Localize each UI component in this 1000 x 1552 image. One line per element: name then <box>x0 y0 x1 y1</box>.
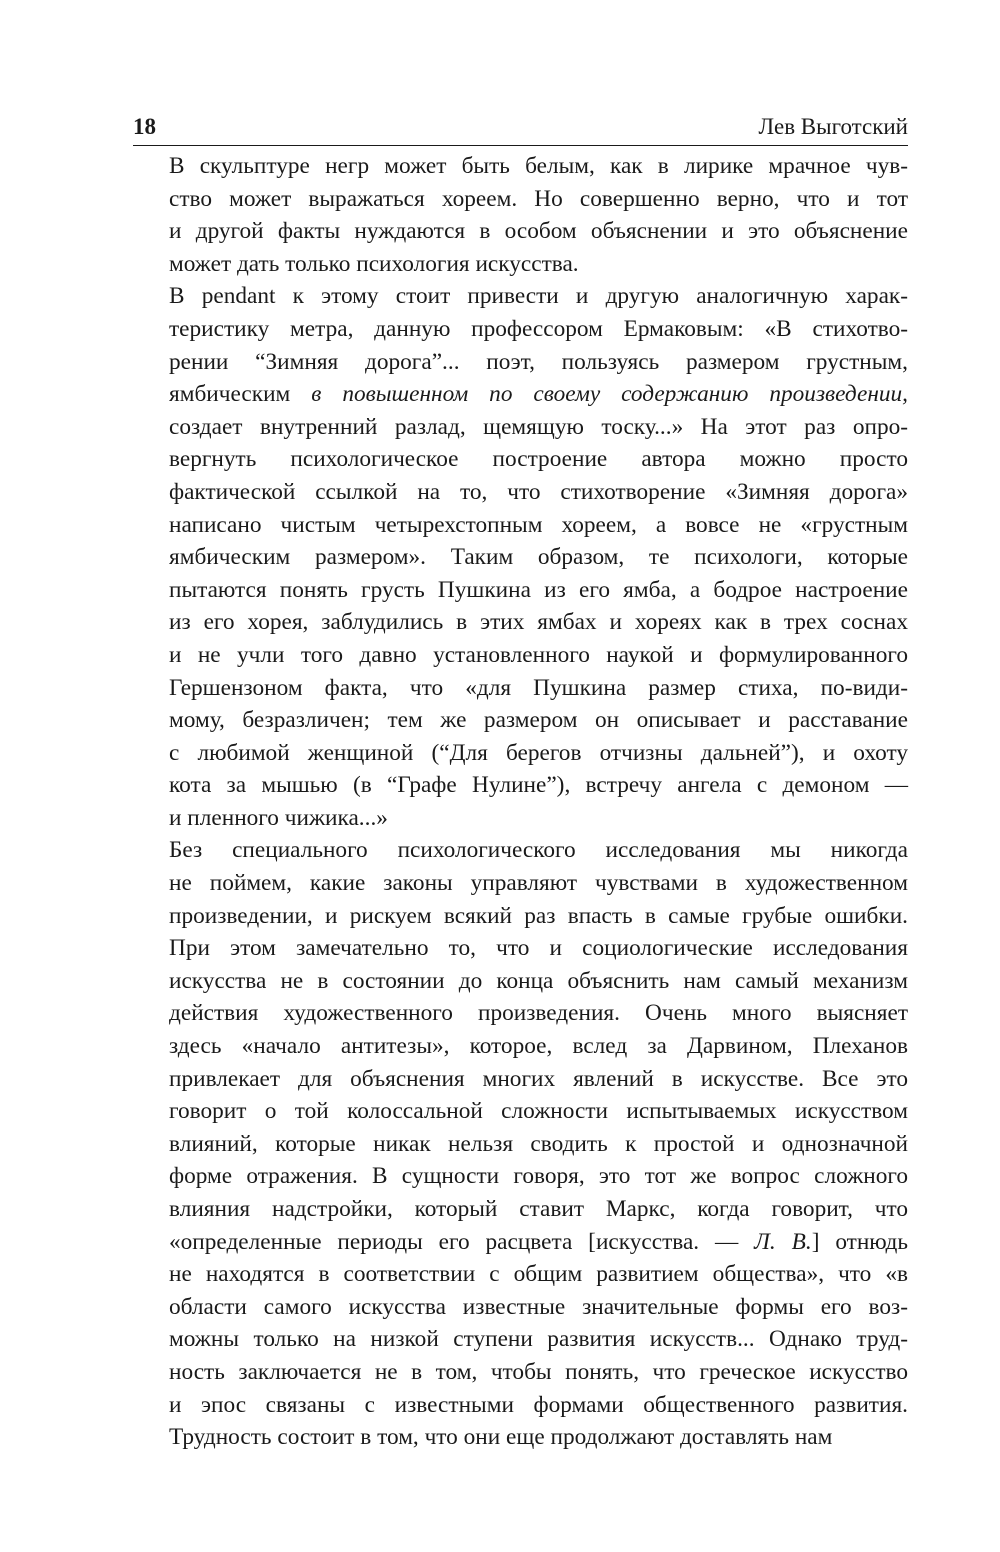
text-line: привлекает для объяснения многих явлений в искусстве. Все это <box>169 1065 908 1092</box>
paragraph <box>133 280 908 834</box>
text-line: и другой факты нуждаются в особом объяснении и это объяснение <box>169 218 908 245</box>
text-line: Гершензоном факта, что «для Пушкина размер стиха, по-види- <box>169 674 908 701</box>
text-line: области самого искусства известные значительные формы его воз- <box>169 1293 908 1320</box>
running-head-author: Лев Выготский <box>758 114 908 139</box>
text-line: влияния надстройки, который ставит Маркс, когда говорит, что <box>169 1196 908 1222</box>
running-head <box>133 112 908 146</box>
text-line: Трудность состоит в том, что они еще продолжают доставлять нам <box>169 1424 833 1451</box>
text-line: мому, безразличен; тем же размером он описывает и расставание <box>169 707 908 734</box>
text-line: кота за мышью (в “Графе Нулине”), встречу ангела с демоном — <box>169 772 908 799</box>
text-line: и не учли того давно установленного наукой и формулированного <box>169 641 908 668</box>
text-line: и пленного чижика...» <box>169 804 388 831</box>
text-line: форме отражения. В сущности говоря, это тот же вопрос сложного <box>169 1163 908 1190</box>
text-line: создает внутренний разлад, щемящую тоску...» На этот раз опро- <box>169 413 908 440</box>
text-line: с любимой женщиной (“Для берегов отчизны дальней”), и охоту <box>169 739 908 766</box>
text-line: искусства не в состоянии до конца объяснить нам самый механизм <box>169 967 908 994</box>
text-line: фактической ссылкой на то, что стихотворение «Зимняя дорога» <box>169 478 908 505</box>
text-line: действия художественного произведения. Очень много выясняет <box>169 1000 908 1027</box>
text-line: можны только на низкой ступени развития искусств... Однако труд- <box>169 1326 908 1353</box>
text-line: здесь «начало антитезы», которое, вслед за Дарвином, Плеханов <box>169 1033 908 1060</box>
paragraph <box>133 150 908 280</box>
book-page <box>133 112 908 1454</box>
text-line: ямбическим размером». Таким образом, те психологи, которые <box>169 544 908 571</box>
text-line: не находятся в соответствии с общим развитием общества», что «в <box>169 1261 908 1288</box>
text-line: произведении, и рискуем всякий раз впасть в самые грубые ошибки. <box>169 902 908 929</box>
text-line: влияний, которые никак нельзя сводить к простой и однозначной <box>169 1130 908 1157</box>
text-line: ность заключается не в том, чтобы понять, что греческое искусство <box>169 1358 908 1385</box>
text-line: Без специального психологического исследования мы никогда <box>169 837 908 864</box>
text-line: ство может выражаться хореем. Но совершенно верно, что и тот <box>169 185 908 212</box>
text-line: не поймем, какие законы управляют чувствами в художественном <box>169 870 908 897</box>
text-line: «определенные периоды его расцвета [искусства. — Л. В.] отнюдь <box>169 1228 909 1255</box>
text-line: говорит о той колоссальной сложности испытываемых искусством <box>169 1098 908 1125</box>
text-line: рении “Зимняя дорога”... поэт, пользуясь размером грустным, <box>169 348 908 375</box>
text-line: В скульптуре негр может быть белым, как в лирике мрачное чув- <box>169 153 908 179</box>
paragraph <box>133 834 908 1453</box>
text-line: может дать только психология искусства. <box>169 250 579 277</box>
text-line: пытаются понять грусть Пушкина из его ямба, а бодрое настроение <box>169 576 908 603</box>
text-line: из его хорея, заблудились в этих ямбах и хореях как в трех соснах <box>169 609 908 636</box>
text-line: При этом замечательно то, что и социологические исследования <box>169 935 908 962</box>
text-line: В pendant к этому стоит привести и другую аналогичную харак- <box>169 283 908 310</box>
page-number: 18 <box>133 114 156 139</box>
text-line: и эпос связаны с известными формами общественного развития. <box>169 1391 908 1418</box>
body-text <box>133 150 908 1454</box>
text-line: ямбическим в повышенном по своему содержанию произведении, <box>169 381 908 408</box>
text-line: теристику метра, данную профессором Ермаковым: «В стихотво- <box>169 315 908 342</box>
text-line: написано чистым четырехстопным хореем, а вовсе не «грустным <box>169 511 908 538</box>
text-line: вергнуть психологическое построение автора можно просто <box>169 446 908 473</box>
